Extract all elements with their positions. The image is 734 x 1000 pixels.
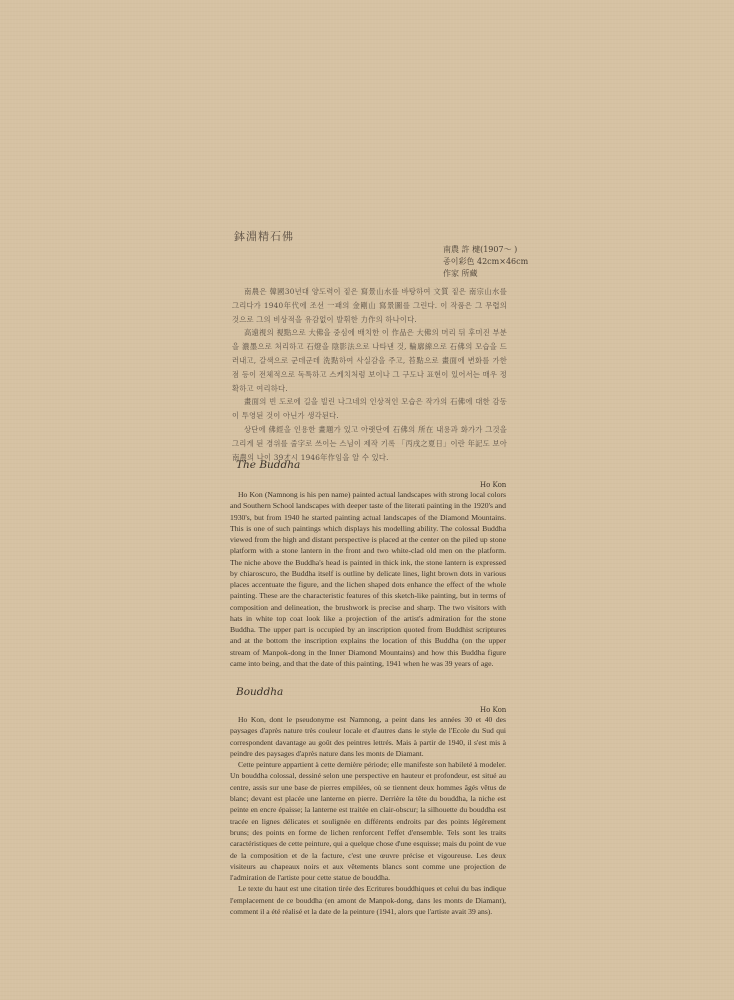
english-paragraph: Ho Kon (Namnong is his pen name) painted actual landscapes with strong local colors and Southern School landscapes with deeper taste of the literati painting in the 1920's and 1930's, but from 1940 he started painting actual landscapes of the Diamond Mountains. This is one of such paintings which displays his modelling ability. The colossal Buddha viewed from the high and distant perspective is placed at the center on the piled up stone platform with a stone lantern in the front and two white-clad old men on the platform. The niche above the Buddha's head is painted in thick ink, the stone lantern is expressed by chiaroscuro, the Buddha itself is outline by delicate lines, light brown dots in various places accentuate the figure, and the lichen shaped dots enhance the effect of the whole painting. These are the characteristic features of this sketch-like painting, but in terms of composition and delineation, the brushwork is precise and sharp. The two visitors with hats in white top coat look like a projection of the artist's admiration for the stone Buddha. The upper part is occupied by an inscription quoted from Buddhist scriptures and at the bottom the inscription explains the location of this Buddha (on the upper stream of Manpok-dong in the Inner Diamond Mountains) and how this Buddha figure came into being, and that the date of this painting, 1941 when he was 39 years of age.	[230, 490, 506, 668]
english-title: The Buddha	[236, 459, 301, 471]
korean-paragraph: 高遠視의 視點으로 大佛을 중심에 배치한 이 作品은 大佛의 머리 뒤 후미진 부분을 濃墨으로 처리하고 石燈을 陰影法으로 나타낸 것, 輪廓線으로 石佛의 모습을 드러내고, 갈색으로 군데군데 洗點하여 사실감을 주고, 苔點으로 畫面에 변화를 가한 점 등이 전체적으로 독특하고 스케치처럼 보이나 그 구도나 표현이 있어서는 매우 정확하고 여리하다.	[232, 328, 507, 393]
french-title: Bouddha	[236, 686, 284, 698]
meta-medium: 종이彩色 42cm×46cm	[443, 257, 529, 266]
french-paragraph: Cette peinture appartient à cette dernière période; elle manifeste son habileté à modeler. Un bouddha colossal, dessiné selon une perspective en hauteur et profondeur, est situé au centre, assis sur une base de pierres empilées, où se tiennent deux hommes âgés vêtus de blanc; devant est placée une lanterne en pierre. Derrière la tête du bouddha, la niche est peinte en encre épaisse; la lanterne est traitée en clair-obscur; la silhouette du bouddha est tracée en lignes délicates et soulignée en différents endroits par des points légèrement bruns; des points en forme de lichen renforcent l'effet d'ensemble. Tels sont les traits caractéristiques de cette peinture, qui a quelque chose d'une esquisse; mais du point de vue de la composition et de la facture, c'est une œuvre précise et vigoureuse. Les deux visiteurs au chapeaux noirs et aux vêtements blancs sont comme une projection de l'admiration de l'artiste pour cette statue de bouddha.	[230, 760, 506, 883]
korean-description	[232, 285, 507, 464]
korean-paragraph: 畫面의 빈 도로에 길을 빌린 나그네의 인상적인 모습은 작가의 石佛에 대한 감동이 투영된 것이 아닌가 생각된다.	[232, 397, 507, 421]
french-paragraph: Ho Kon, dont le pseudonyme est Namnong, a peint dans les années 30 et 40 des paysages d'après nature très couleur locale et d'autres dans le style de l'Ecole du Sud qui correspondent davantage au goût des peintres lettrés. Mais à partir de 1940, il s'est mis à peindre des paysages d'après nature dans les monts de Diamant.	[230, 715, 506, 758]
korean-title: 鉢淵精石佛	[234, 230, 294, 243]
korean-paragraph: 南農은 韓國30년대 양도력이 짙은 寫景山水를 바탕하여 文質 짙은 南宗山水를 그리다가 1940年代에 조선 一패의 金剛山 寫景圖를 그린다. 이 작품은 그 무렵의 것으로 그의 비상적을 유감없이 발휘한 力作의 하나이다.	[232, 287, 507, 324]
french-description	[230, 714, 506, 917]
meta-collection: 作家 所藏	[443, 269, 478, 278]
english-description	[230, 489, 506, 669]
korean-paragraph: 상단에 佛經을 인용한 畫題가 있고 아랫단에 石佛의 所在 내용과 화가가 그것을 그리게 된 경위를 줄字로 쓰이는 스님이 제작 기록 「丙戌之夏日」이란 年記도 보아 南農의 나이 39才시 1946年作임을 알 수 있다.	[232, 424, 507, 462]
meta-artist: 南農 許 楗(1907～ )	[443, 245, 518, 254]
french-paragraph: Le texte du haut est une citation tirée des Ecritures bouddhiques et celui du bas indique l'emplacement de ce bouddha (en amont de Manpok-dong, dans les monts de Diamant), comment il a été réalisé et la date de la peinture (1941, alors que l'artiste avait 39 ans).	[230, 884, 506, 917]
english-byline: Ho Kon	[480, 481, 507, 489]
artwork-meta	[443, 244, 528, 280]
french-byline: Ho Kon	[480, 706, 507, 714]
